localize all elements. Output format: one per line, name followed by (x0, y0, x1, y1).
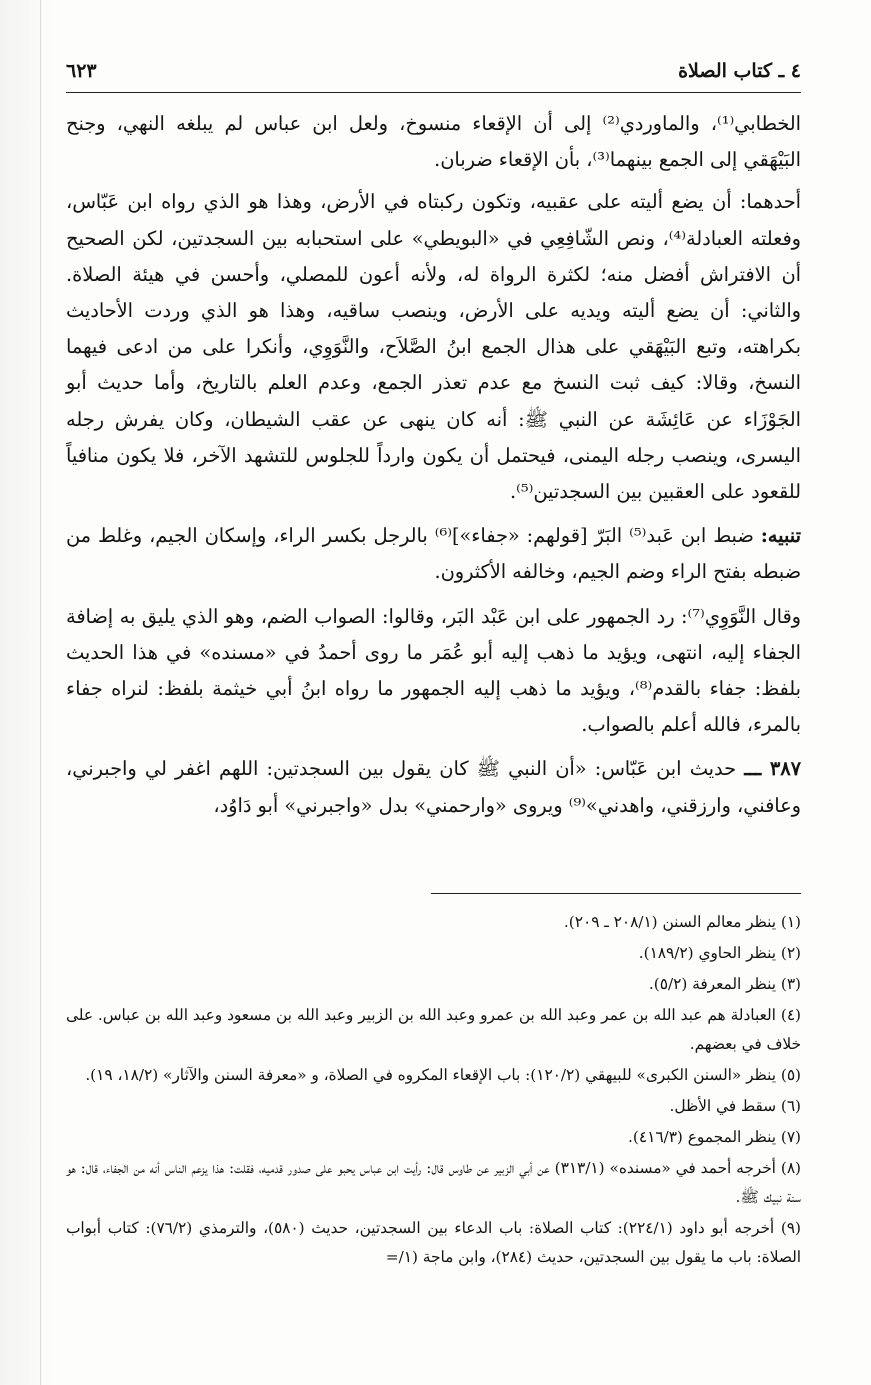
paragraph-3 (66, 518, 801, 590)
page-header (66, 56, 801, 93)
footnote-3: (٣) ينظر المعرفة (٥/٢). (648, 975, 801, 993)
hadith-text: حديث ابن عَبّاس: «أن النبي ﷺ كان يقول بين السجدتين: اللهم اغفر لي واجبرني، وعافني، وارزقني، واهدني»⁽⁹⁾ ويروى «وارحمني» بدل «واجبرني» أبو دَاوُد، (66, 757, 801, 817)
paragraph-2: أحدهما: أن يضع أليته على عقبيه، وتكون ركبتاه في الأرض، وهذا هو الذي رواه ابن عَبّاس، وفعلته العبادلة⁽⁴⁾، ونص الشّافِعِي في «البويطي» على استحبابه بين السجدتين، لكن الصحيح أن الافتراش أفضل منه؛ لكثرة الرواة له، ولأنه أعون للمصلي، وأحسن في هيئة الصلاة. والثاني: أن يضع أليته ويديه على الأرض، وينصب ساقيه، وهذا هو الذي وردت الأحاديث بكراهته، وتبع البَيْهَقي على هذال الجمع ابنُ الصَّلاَح، والنَّوَوِي، وأنكرا على من ادعى فيهما النسخ، وقالا: كيف ثبت النسخ مع عدم تعذر الجمع، وعدم العلم بالتاريخ، وأما حديث أبو الجَوْزَاء عن عَائِشَة عن النبي ﷺ: أنه كان ينهى عن عقب الشيطان، وكان يفرش رجله اليسرى، وينصب رجله اليمنى، فيحتمل أن يكون وارداً للجلوس للتشهد الآخر، فلا يكون منافياً للقعود على العقبين بين السجدتين⁽⁵⁾. (66, 190, 801, 504)
paragraph-4: وقال النَّوَوِي⁽⁷⁾: رد الجمهور على ابن عَبْد البَر، وقالوا: الصواب الضم، وهو الذي يليق به إضافة الجفاء إليه، انتهى، ويؤيد ما ذهب إليه أبو عُمَر ما روى أحمدُ في «مسنده» في هذا الحديث بلفظ: جفاء بالقدم⁽⁸⁾، ويؤيد ما ذهب إليه الجمهور ما رواه ابنُ أبي خيثمة بلفظ: لنراه جفاء بالمرء، فالله أعلم بالصواب. (66, 604, 801, 737)
paragraph-5 (66, 751, 801, 823)
footnote-2: (٢) ينظر الحاوي (١٨٩/٢). (638, 944, 801, 962)
footnotes (66, 908, 801, 1274)
chapter-title: ٤ ـ كتاب الصلاة (678, 60, 801, 82)
scan-margin (0, 0, 52, 1385)
note-label: تنبيه: (760, 524, 801, 548)
paragraph-1: الخطابي⁽¹⁾، والماوردي⁽²⁾ إلى أن الإقعاء منسوخ، ولعل ابن عباس لم يبلغه النهي، وجنح البَيْهَقي إلى الجمع بينهما⁽³⁾، بأن الإقعاء ضربان. (66, 112, 801, 172)
footnote-1: (١) ينظر معالم السنن (٢٠٨/١ ـ ٢٠٩). (563, 913, 801, 931)
footnote-4: (٤) العبادلة هم عبد الله بن عمر وعبد الله بن عمرو وعبد الله بن الزبير وعبد الله بن مسعود وعبد الله بن عباس. على خلاف في بعضهم. (66, 1006, 801, 1053)
page-number: ٦٢٣ (66, 60, 97, 82)
footnote-separator (431, 893, 801, 894)
footnote-6: (٦) سقط في الأظل. (669, 1097, 801, 1115)
main-text (66, 106, 801, 832)
hadith-number: ٣٨٧ ـــ (744, 757, 801, 781)
footnote-7: (٧) ينظر المجموع (٤١٦/٣). (628, 1128, 801, 1146)
note-text: ضبط ابن عَبد⁽⁵⁾ البَرّ [قولهم: «جفاء»]⁽⁶⁾ بالرجل بكسر الراء، وإسكان الجيم، وغلط من ضبطه بفتح الراء وضم الجيم، وخالفه الأكثرون. (66, 524, 801, 584)
footnote-8: (٨) أخرجه أحمد في «مسنده» (٣١٣/١) عن أبي الزبير عن طاوس قال: رأيت ابن عباس يحبو على صدور قدميه، فقلت: هذا يزعم الناس أنه من الجفاء، قال: هو سنة نبيك ﷺ. (66, 1159, 801, 1206)
footnote-9: (٩) أخرجه أبو داود (٢٢٤/١): كتاب الصلاة: باب الدعاء بين السجدتين، حديث (٥٨٠)، والترمذي (٧٦/٢): كتاب أبواب الصلاة: باب ما يقول بين السجدتين، حديث (٢٨٤)، وابن ماجة (١/= (66, 1219, 801, 1266)
scan-binding-line (40, 0, 41, 1385)
footnote-5: (٥) ينظر «السنن الكبرى» للبيهقي (١٢٠/٢): باب الإقعاء المكروه في الصلاة، و «معرفة السنن والآثار» (١٨/٢، ١٩). (85, 1066, 801, 1084)
